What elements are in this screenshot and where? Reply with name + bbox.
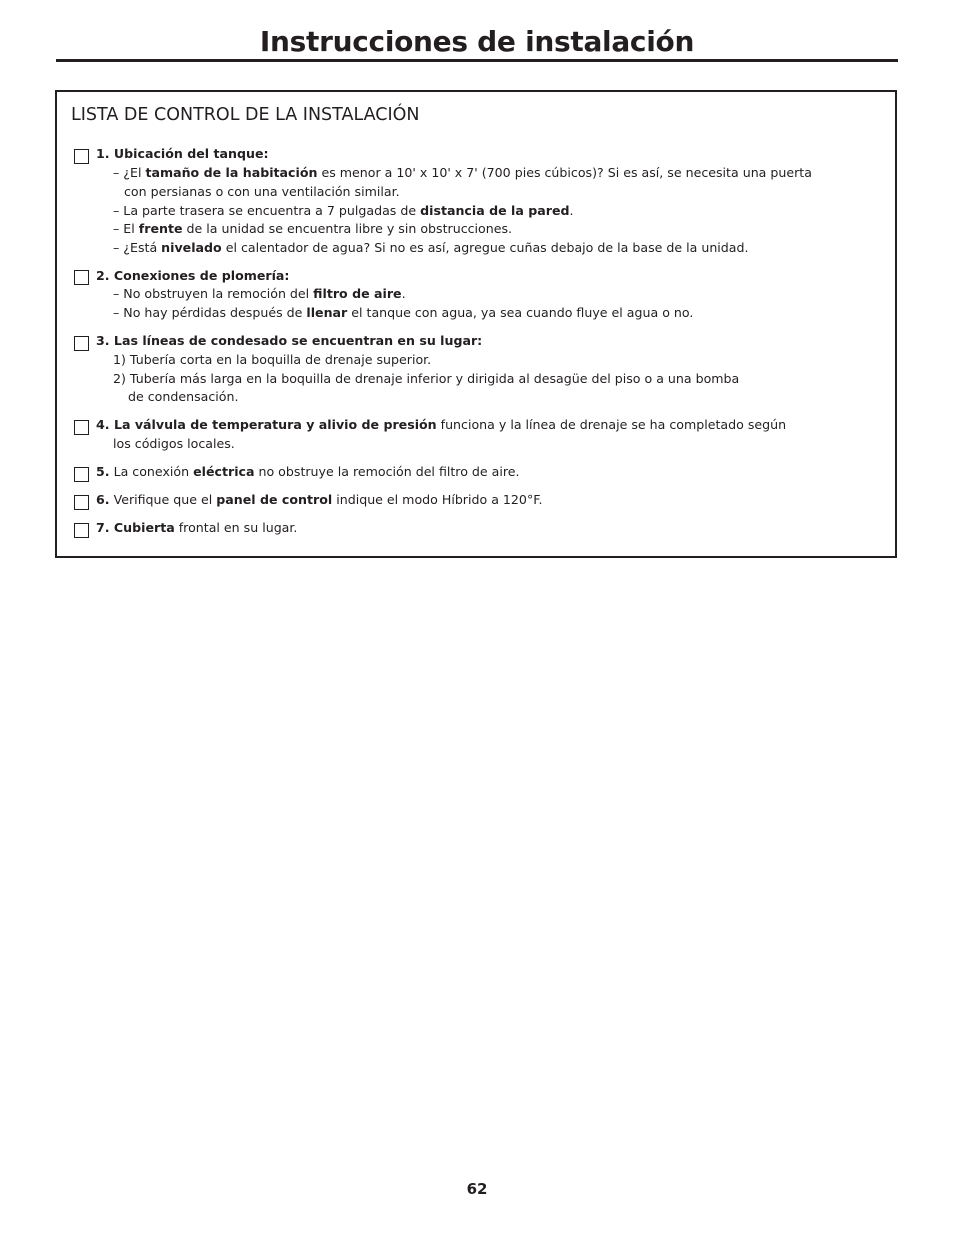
- item-7-heading: 7. Cubierta frontal en su lugar.: [96, 520, 298, 535]
- item-2-heading: 2. Conexiones de plomería:: [96, 268, 290, 283]
- item-4-line-1: los códigos locales.: [113, 436, 235, 451]
- item-4-heading: 4. La válvula de temperatura y alivio de presión funciona y la línea de drenaje se ha completado según: [96, 417, 787, 432]
- item-1-line-4: – El frente de la unidad se encuentra libre y sin obstrucciones.: [113, 221, 513, 236]
- installation-checklist: [55, 90, 897, 558]
- checkbox-item-5[interactable]: [74, 467, 89, 482]
- item-5-heading: 5. La conexión eléctrica no obstruye la remoción del filtro de aire.: [96, 464, 520, 479]
- checkbox-item-6[interactable]: [74, 495, 89, 510]
- checkbox-item-4[interactable]: [74, 420, 89, 435]
- item-3-heading: 3. Las líneas de condesado se encuentran en su lugar:: [96, 333, 483, 348]
- item-1-heading: 1. Ubicación del tanque:: [96, 146, 269, 161]
- item-1-line-1: – ¿El tamaño de la habitación es menor a 10' x 10' x 7' (700 pies cúbicos)? Si es así, se necesita una puerta: [113, 165, 812, 180]
- item-3-line-2: 2) Tubería más larga en la boquilla de drenaje inferior y dirigida al desagüe del piso o a una bomba: [113, 371, 740, 386]
- item-2-line-2: – No hay pérdidas después de llenar el tanque con agua, ya sea cuando fluye el agua o no.: [113, 305, 694, 320]
- checkbox-item-2[interactable]: [74, 270, 89, 285]
- checklist-heading: LISTA DE CONTROL DE LA INSTALACIÓN: [71, 105, 420, 125]
- item-3-line-1: 1) Tubería corta en la boquilla de drenaje superior.: [113, 352, 432, 367]
- item-1-line-2: con persianas o con una ventilación similar.: [124, 184, 400, 199]
- title-rule: [56, 59, 898, 62]
- page-number: 62: [466, 1180, 488, 1198]
- item-1-line-3: – La parte trasera se encuentra a 7 pulgadas de distancia de la pared.: [113, 203, 574, 218]
- page-title: Instrucciones de instalación: [259, 25, 695, 58]
- checkbox-item-3[interactable]: [74, 336, 89, 351]
- checkbox-item-7[interactable]: [74, 523, 89, 538]
- item-2-line-1: – No obstruyen la remoción del filtro de aire.: [113, 286, 406, 301]
- item-6-heading: 6. Verifique que el panel de control indique el modo Híbrido a 120°F.: [96, 492, 543, 507]
- checkbox-item-1[interactable]: [74, 149, 89, 164]
- item-3-line-3: de condensación.: [128, 389, 239, 404]
- item-1-line-5: – ¿Está nivelado el calentador de agua? Si no es así, agregue cuñas debajo de la base de la unidad.: [113, 240, 749, 255]
